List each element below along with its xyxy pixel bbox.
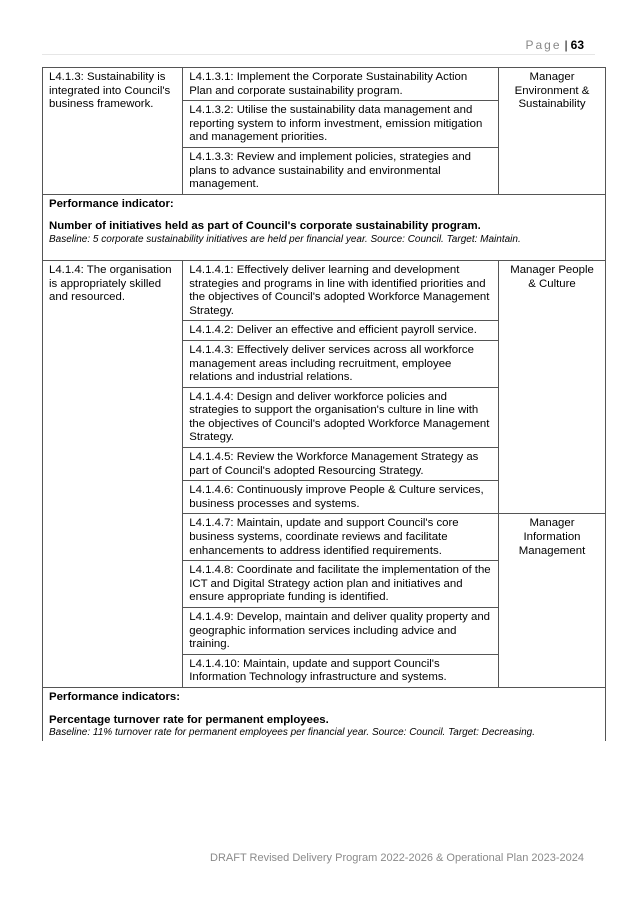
indicator-heading: Performance indicator: [49,197,174,210]
action-cell: L4.1.3.3: Review and implement policies, strategies and plans to advance sustainability and environmental management. [183,147,499,194]
indicator-baseline: Baseline: 11% turnover rate for permanent employees per financial year. Source: Council. Target: Decreasing. [49,727,535,739]
action-cell: L4.1.3.1: Implement the Corporate Sustainability Action Plan and corporate sustainability program. [183,68,499,101]
header-divider [42,54,595,55]
page-number: Page | 63 [525,38,584,52]
responsible-cell: Manager People & Culture [499,260,606,514]
action-cell: L4.1.4.3: Effectively deliver services across all workforce management areas including recruitment, employee relations and industrial relations. [183,340,499,387]
responsible-cell: Manager Information Management [499,514,606,688]
performance-indicator-cell [43,194,606,260]
action-cell: L4.1.4.1: Effectively deliver learning and development strategies and programs in line with identified priorities and the objectives of Council's adopted Workforce Management Strategy. [183,260,499,320]
indicator-title: Percentage turnover rate for permanent employees. [49,713,329,726]
table-row [43,260,606,320]
action-cell: L4.1.4.8: Coordinate and facilitate the implementation of the ICT and Digital Strategy action plan and initiatives and ensure appropriate funding is identified. [183,561,499,608]
action-cell: L4.1.3.2: Utilise the sustainability data management and reporting system to inform investment, emission mitigation and management priorities. [183,101,499,148]
indicator-baseline: Baseline: 5 corporate sustainability initiatives are held per financial year. Source: Council. Target: Maintain. [49,233,521,245]
table-row [43,194,606,260]
indicator-heading: Performance indicators: [49,690,181,703]
page-footer: DRAFT Revised Delivery Program 2022-2026 & Operational Plan 2023-2024 [210,852,584,864]
indicator-title: Number of initiatives held as part of Council's corporate sustainability program. [49,220,481,233]
outcome-cell: L4.1.3: Sustainability is integrated into Council's business framework. [43,68,183,195]
page-label: Page [525,38,562,52]
action-cell: L4.1.4.5: Review the Workforce Management Strategy as part of Council's adopted Resourcing Strategy. [183,448,499,481]
action-cell: L4.1.4.7: Maintain, update and support Council's core business systems, coordinate reviews and facilitate enhancements to address identified requirements. [183,514,499,561]
action-cell: L4.1.4.6: Continuously improve People & Culture services, business processes and systems. [183,481,499,514]
table-row [43,68,606,101]
action-cell: L4.1.4.2: Deliver an effective and efficient payroll service. [183,321,499,341]
responsible-cell: Manager Environment & Sustainability [499,68,606,195]
action-cell: L4.1.4.4: Design and deliver workforce policies and strategies to support the organisation's culture in line with the objectives of Council's adopted Workforce Management Strategy. [183,387,499,447]
page-number-value: 63 [570,38,584,52]
delivery-program-table [42,67,606,741]
action-cell: L4.1.4.9: Develop, maintain and deliver quality property and geographic information services including advice and training. [183,608,499,655]
performance-indicator-cell [43,687,606,741]
action-cell: L4.1.4.10: Maintain, update and support Council's Information Technology infrastructure and systems. [183,654,499,687]
outcome-cell: L4.1.4: The organisation is appropriately skilled and resourced. [43,260,183,687]
table-row [43,687,606,741]
